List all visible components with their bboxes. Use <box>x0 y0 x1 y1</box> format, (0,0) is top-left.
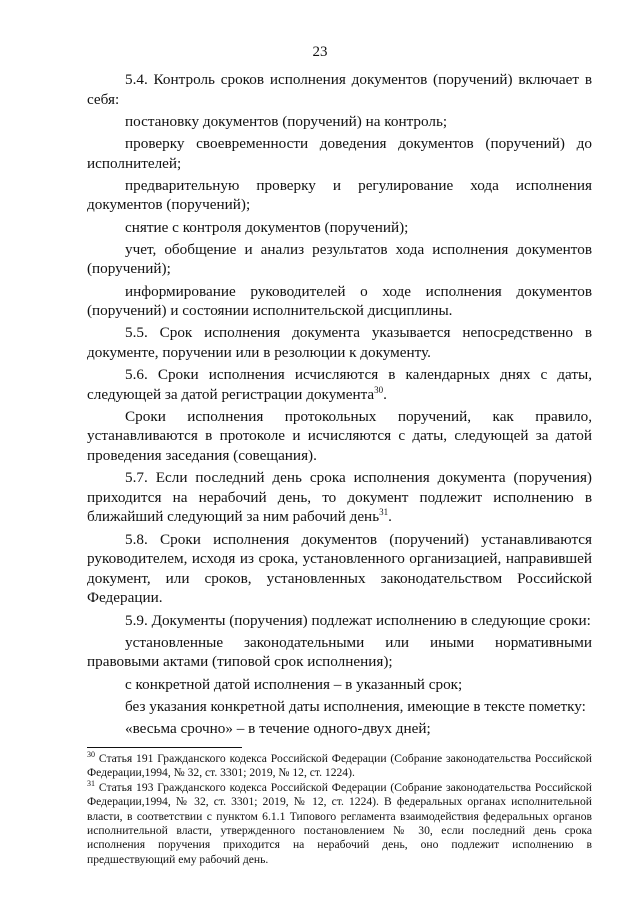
footnote-ref-30: 30 <box>374 384 384 395</box>
footnote-31-text: Статья 193 Гражданского кодекса Российской Федерации (Собрание законодательства Российской Федерации,1994, № 32, ст. 3301; 2019, № 12, ст. 1224). В федеральных органах исполнительной власти, в соответствии с пунктом 6.1.1 Типового регламента взаимодействия федеральных органов исполнительной власти, утвержденного постановлением № 30, если последний день срока исполнения поручения приходится на нерабочий день, оно подлежит исполнению в предшествующий ему рабочий день. <box>87 780 592 866</box>
footnote-marker-31: 31 <box>87 778 95 788</box>
page-number: 23 <box>312 44 328 60</box>
footnote-divider <box>87 747 242 748</box>
footnote-31 <box>87 778 592 867</box>
list-item-timeliness-check: проверку своевременности доведения документов (поручений) до исполнителей; <box>87 134 592 172</box>
list-item-informing-managers: информирование руководителей о ходе исполнения документов (поручений) и состоянии исполнительской дисциплины. <box>87 282 592 320</box>
paragraph-5-6-text: 5.6. Сроки исполнения исчисляются в календарных днях с даты, следующей за датой регистрации документа <box>87 366 592 403</box>
footnote-30 <box>87 752 592 781</box>
body-text <box>87 70 592 741</box>
paragraph-5-7-text: 5.7. Если последний день срока исполнения документа (поручения) приходится на нерабочий день, то документ подлежит исполнению в ближайший следующий за ним рабочий день <box>87 469 592 526</box>
list-item-preliminary-check: предварительную проверку и регулирование хода исполнения документов (поручений); <box>87 176 592 214</box>
paragraph-5-6 <box>87 365 592 404</box>
paragraph-5-5: 5.5. Срок исполнения документа указывается непосредственно в документе, поручении или в резолюции к документу. <box>87 324 592 361</box>
list-item-specific-date: с конкретной датой исполнения – в указанный срок; <box>125 675 463 693</box>
list-item-removal-from-control: снятие с контроля документов (поручений); <box>125 218 409 236</box>
list-item-very-urgent: «весьма срочно» – в течение одного-двух дней; <box>125 719 431 737</box>
footnotes <box>87 752 592 867</box>
paragraph-protocol-deadlines: Сроки исполнения протокольных поручений, как правило, устанавливаются в протоколе и исчисляются с даты, следующей за датой проведения заседания (совещания). <box>87 407 592 465</box>
list-item-no-date: без указания конкретной даты исполнения, имеющие в тексте пометку: <box>125 697 586 715</box>
paragraph-5-7-end: . <box>388 508 392 526</box>
paragraph-5-6-end: . <box>383 385 387 403</box>
paragraph-5-4: 5.4. Контроль сроков исполнения документов (поручений) включает в себя: <box>87 71 592 108</box>
footnote-30-text: Статья 191 Гражданского кодекса Российской Федерации (Собрание законодательства Российской Федерации,1994, № 32, ст. 3301; 2019, № 12, ст. 1224). <box>87 752 592 780</box>
paragraph-5-9: 5.9. Документы (поручения) подлежат исполнению в следующие сроки: <box>125 611 591 629</box>
paragraph-5-7 <box>87 468 592 527</box>
paragraph-5-8: 5.8. Сроки исполнения документов (поручений) устанавливаются руководителем, исходя из срока, установленного организацией, направившей документ, или сроков, установленных законодательством Российской Федерации. <box>87 530 592 607</box>
list-item-accounting-analysis: учет, обобщение и анализ результатов хода исполнения документов (поручений); <box>87 240 592 278</box>
footnote-ref-31: 31 <box>379 507 389 518</box>
list-item-control-setting: постановку документов (поручений) на контроль; <box>125 112 448 130</box>
list-item-standard-term: установленные законодательными или иными нормативными правовыми актами (типовой срок исполнения); <box>87 633 592 671</box>
footnote-marker-30: 30 <box>87 750 95 760</box>
